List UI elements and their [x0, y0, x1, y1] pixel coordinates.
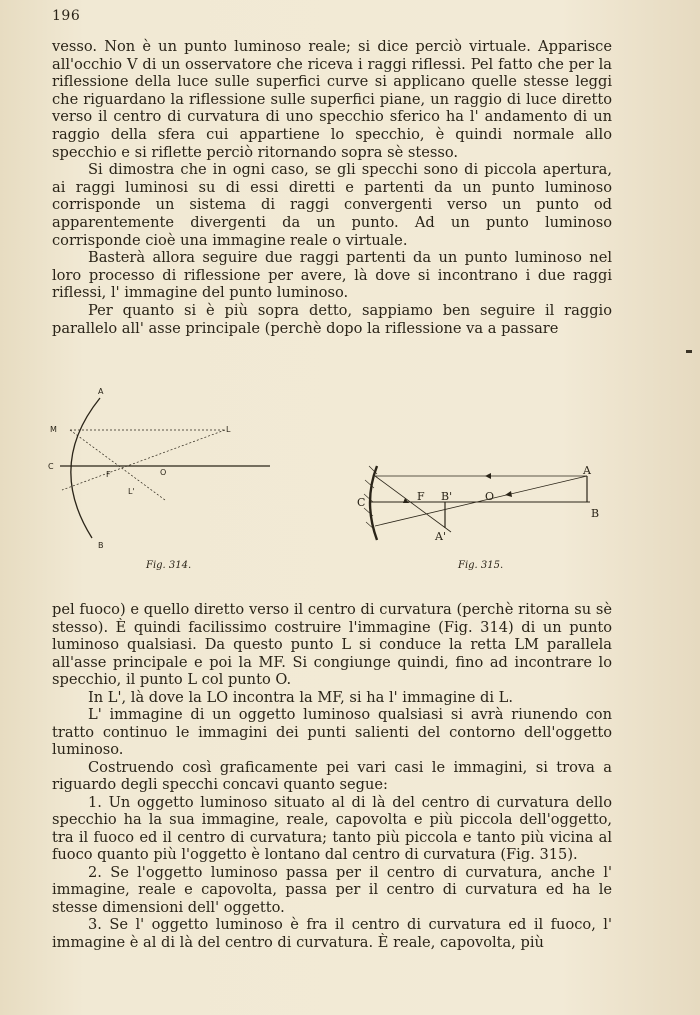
label-l-prime: L'	[128, 487, 135, 496]
label-o: O	[485, 490, 495, 503]
paragraph: L' immagine di un oggetto luminoso qualsiasi si avrà riunendo con tratto continuo le immagini dei punti salienti del contorno dell'oggetto luminoso.	[52, 706, 612, 758]
figure-315-diagram	[355, 460, 615, 575]
page-number: 196	[52, 8, 81, 24]
label-b-prime: B'	[441, 490, 453, 503]
label-a-prime: A'	[435, 530, 446, 543]
ray-lo	[62, 430, 225, 490]
figure-315-caption: Fig. 315.	[458, 560, 504, 571]
paragraph: In L', là dove la LO incontra la MF, si ha l' immagine di L.	[88, 688, 513, 706]
label-c: C	[48, 462, 54, 471]
paragraph: vesso. Non è un punto luminoso reale; si dice perciò virtuale. Apparisce all'occhio V di un osservatore che riceva i raggi riflessi. Pel fatto che per la riflessione della luce sulle superfici curve si applicano quelle stesse leggi che riguardano la riflessione sulle superfici piane, un raggio di luce diretto verso il centro di curvatura di uno specchio sferico ha l' andamento di un raggio della sfera cui appartiene lo specchio, è quindi normale allo specchio e si riflette perciò ritornando sopra sè stesso.	[52, 38, 612, 161]
paragraph: 3. Se l' oggetto luminoso è fra il centro di curvatura ed il fuoco, l' immagine è al di là del centro di curvatura. È reale, capovolta, più	[52, 916, 612, 951]
text-block-bottom	[52, 601, 612, 951]
figure-314-diagram	[40, 380, 280, 575]
label-b: B	[591, 507, 600, 520]
label-m: M	[50, 425, 57, 434]
label-f: F	[106, 470, 111, 479]
label-a: A	[98, 387, 104, 396]
label-a: A	[583, 464, 591, 477]
paragraph: 1. Un oggetto luminoso situato al di là del centro di curvatura dello specchio ha la sua immagine, reale, capovolta e più piccola dell'oggetto, tra il fuoco ed il centro di curvatura; tanto più piccola e tanto più vicina al fuoco quanto più l'oggetto è lontano dal centro di curvatura (Fig. 315).	[52, 793, 612, 863]
paragraph: Costruendo così graficamente pei vari casi le immagini, si trova a riguardo degli specchi concavi quanto segue:	[52, 758, 612, 793]
label-l: L	[226, 425, 231, 434]
ray-mf	[70, 430, 165, 500]
text-block-top	[52, 38, 612, 337]
paragraph: Per quanto si è più sopra detto, sappiamo ben seguire il raggio parallelo all' asse principale (perchè dopo la riflessione va a passare	[52, 301, 612, 337]
figure-314-caption: Fig. 314.	[146, 560, 192, 571]
paragraph: Si dimostra che in ogni caso, se gli specchi sono di piccola apertura, ai raggi luminosi su di essi diretti e partenti da un punto luminoso corrisponde un sistema di raggi convergenti verso un punto od apparentemente divergenti da un punto. Ad un punto luminoso corrisponde cioè una immagine reale o virtuale.	[52, 161, 612, 249]
label-f: F	[417, 490, 425, 503]
paragraph: 2. Se l'oggetto luminoso passa per il centro di curvatura, anche l' immagine, reale e capovolta, passa per il centro di curvatura ed ha le stesse dimensioni dell' oggetto.	[52, 863, 612, 916]
mirror-arc	[71, 398, 100, 538]
label-c: C	[357, 496, 366, 509]
margin-mark	[686, 350, 692, 353]
paragraph: pel fuoco) e quello diretto verso il centro di curvatura (perchè ritorna su sè stesso). È quindi facilissimo costruire l'immagine (Fig. 314) di un punto luminoso qualsiasi. Da questo punto L si conduce la retta LM parallela all'asse principale e poi la MF. Si congiunge quindi, fino ad incontrare lo specchio, il punto L col punto O.	[52, 601, 612, 688]
label-b: B	[98, 541, 104, 550]
label-o: O	[160, 468, 167, 477]
paragraph: Basterà allora seguire due raggi partenti da un punto luminoso nel loro processo di riflessione per avere, là dove si incontrano i due raggi riflessi, l' immagine del punto luminoso.	[52, 249, 612, 302]
